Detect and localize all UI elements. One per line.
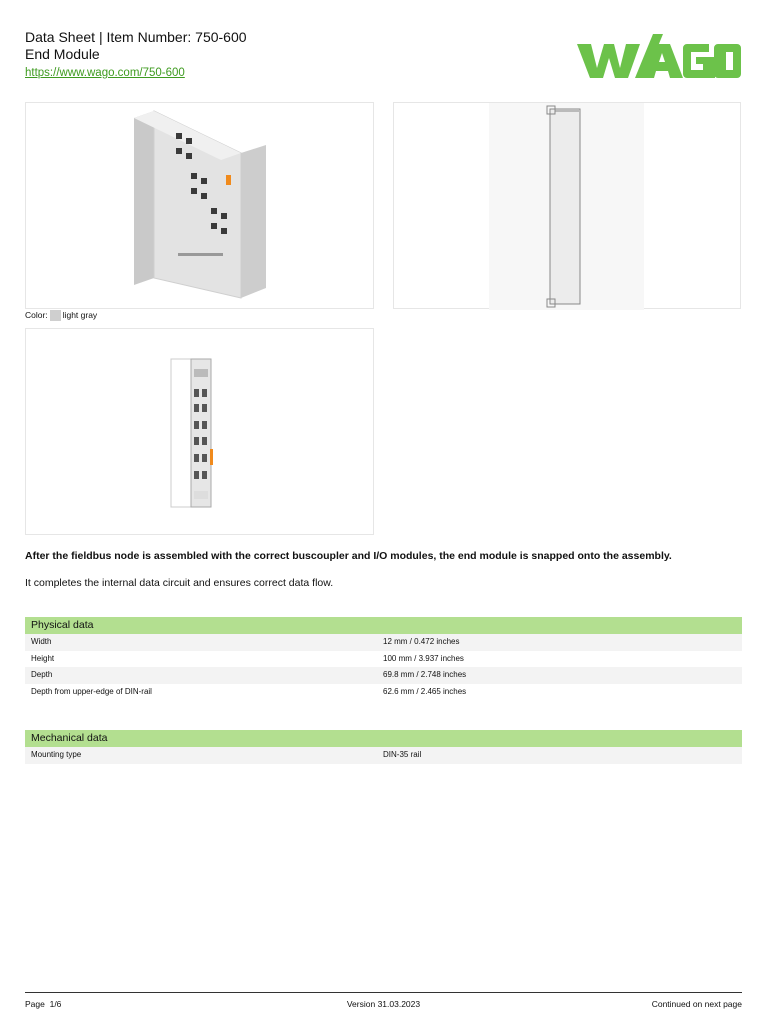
page-value: 1/6 bbox=[49, 999, 62, 1009]
mechanical-data-section bbox=[25, 730, 742, 764]
table-row bbox=[25, 684, 742, 701]
row-value: 100 mm / 3.937 inches bbox=[383, 653, 464, 663]
row-value: 69.8 mm / 2.748 inches bbox=[383, 670, 467, 679]
wago-logo bbox=[575, 32, 743, 86]
mechanical-data-table bbox=[25, 747, 742, 764]
section-header: Mechanical data bbox=[25, 730, 742, 747]
color-swatch bbox=[50, 310, 61, 321]
table-row bbox=[25, 747, 742, 764]
page-footer bbox=[25, 992, 742, 1012]
product-image-front bbox=[25, 328, 374, 535]
product-name: End Module bbox=[25, 46, 100, 62]
module-front-drawing bbox=[26, 329, 375, 536]
page-title: Data Sheet | Item Number: 750-600 bbox=[25, 29, 247, 45]
physical-data-table bbox=[25, 634, 742, 700]
physical-data-section bbox=[25, 617, 742, 700]
product-image-isometric bbox=[25, 102, 374, 309]
product-image-side-outline bbox=[393, 102, 741, 309]
version-label: Version 31.03.2023 bbox=[346, 999, 421, 1009]
table-row bbox=[25, 634, 742, 651]
continued-label: Continued on next page bbox=[651, 999, 742, 1009]
product-link[interactable]: https://www.wago.com/750-600 bbox=[25, 67, 185, 79]
row-key: Depth from upper-edge of DIN-rail bbox=[31, 686, 152, 696]
row-key: Depth bbox=[31, 670, 53, 679]
color-label: Color: bbox=[25, 310, 48, 320]
row-key: Width bbox=[31, 637, 52, 646]
module-isometric-drawing bbox=[26, 103, 375, 310]
color-info bbox=[25, 310, 97, 321]
row-value: 62.6 mm / 2.465 inches bbox=[383, 686, 467, 696]
row-key: Mounting type bbox=[31, 750, 82, 759]
table-row bbox=[25, 651, 742, 668]
description-text: It completes the internal data circuit and ensures correct data flow. bbox=[25, 577, 334, 589]
color-value: light gray bbox=[62, 310, 98, 320]
row-key: Height bbox=[31, 653, 55, 663]
row-value: DIN-35 rail bbox=[383, 750, 422, 759]
page-label: Page bbox=[25, 999, 45, 1009]
table-row bbox=[25, 667, 742, 684]
section-header: Physical data bbox=[25, 617, 742, 634]
document-header bbox=[25, 28, 745, 88]
row-value: 12 mm / 0.472 inches bbox=[383, 637, 460, 646]
module-side-drawing bbox=[394, 103, 742, 310]
description-bold: After the fieldbus node is assembled with the correct buscoupler and I/O modules, the end module is snapped onto the assembly. bbox=[25, 550, 672, 562]
